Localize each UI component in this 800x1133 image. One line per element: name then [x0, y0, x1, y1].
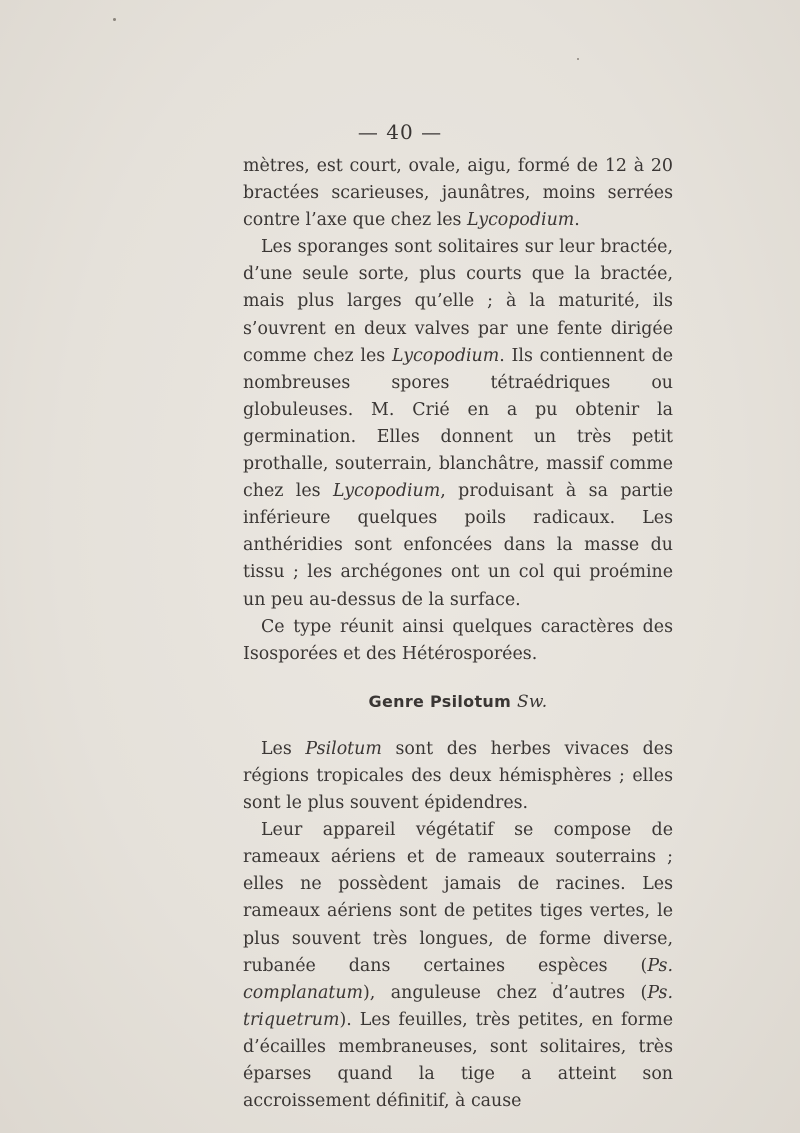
paragraph-p5: [243, 817, 673, 1115]
text-run: Les sporanges sont solitaires sur leur bractée, d’une seule sorte, plus courts que la bractée, mais plus larges qu’elle ; à la maturité, ils s’ouvrent en deux valves par une fente dirigée comme chez les: [243, 237, 673, 366]
paper-speck: [577, 58, 579, 60]
section-heading-authority: Sw.: [516, 691, 548, 712]
text-run: .: [574, 210, 580, 231]
paper-speck: [113, 18, 116, 21]
paragraphs-after-heading: [243, 736, 673, 1115]
text-run: , produisant à sa partie inférieure quelques poils radicaux. Les anthéridies sont enfoncées dans la masse du tissu ; les archégones ont un col qui proémine un peu au-dessus de la surface.: [243, 481, 673, 610]
page-number: — 40 —: [357, 120, 443, 144]
paragraph-p4: [243, 736, 673, 817]
text-run: sont des herbes vivaces des régions tropicales des deux hémisphères ; elles sont le plus souvent épidendres.: [243, 738, 673, 814]
body-text: [243, 153, 673, 1115]
italic-run: Lycopodium: [391, 345, 500, 366]
paragraph-p2: [243, 234, 673, 613]
text-run: ), anguleuse chez d’autres (: [363, 982, 648, 1003]
italic-run: Lycopodium: [332, 481, 441, 502]
paragraph-p3: [243, 614, 673, 668]
paragraph-p1: [243, 153, 673, 234]
text-run: ). Les feuilles, très petites, en forme d’écailles membraneuses, sont solitaires, très éparses quand la tige a atteint son accroissement définitif, à cause: [243, 1009, 673, 1112]
text-run: Leur appareil végétatif se compose de rameaux aériens et de rameaux souterrains ; elles ne possèdent jamais de racines. Les rameaux aériens sont de petites tiges vertes, le plus souvent très longues, de forme diverse, rubanée dans certaines espèces (: [243, 820, 673, 976]
text-run: Les: [261, 738, 306, 759]
italic-run: Psilotum: [305, 738, 382, 759]
text-run: . Ils contiennent de nombreuses spores tétraédriques ou globuleuses. M. Crié en a pu obtenir la germination. Elles donnent un très petit prothalle, souterrain, blanchâtre, massif comme chez les: [243, 345, 673, 502]
section-heading: [243, 688, 673, 716]
italic-run: Ps. complanatum: [243, 955, 673, 1003]
text-run: mètres, est court, ovale, aigu, formé de 12 à 20 bractées scarieuses, jaunâtres, moins serrées contre l’axe que chez les: [243, 156, 673, 231]
paragraphs-before-heading: [243, 153, 673, 668]
section-heading-genus: Genre Psilotum: [368, 691, 512, 711]
italic-run: Lycopodium: [467, 210, 575, 231]
italic-run: Ps. triquetrum: [243, 982, 673, 1030]
text-run: Ce type réunit ainsi quelques caractères des Isosporées et des Hétérosporées.: [243, 616, 673, 664]
